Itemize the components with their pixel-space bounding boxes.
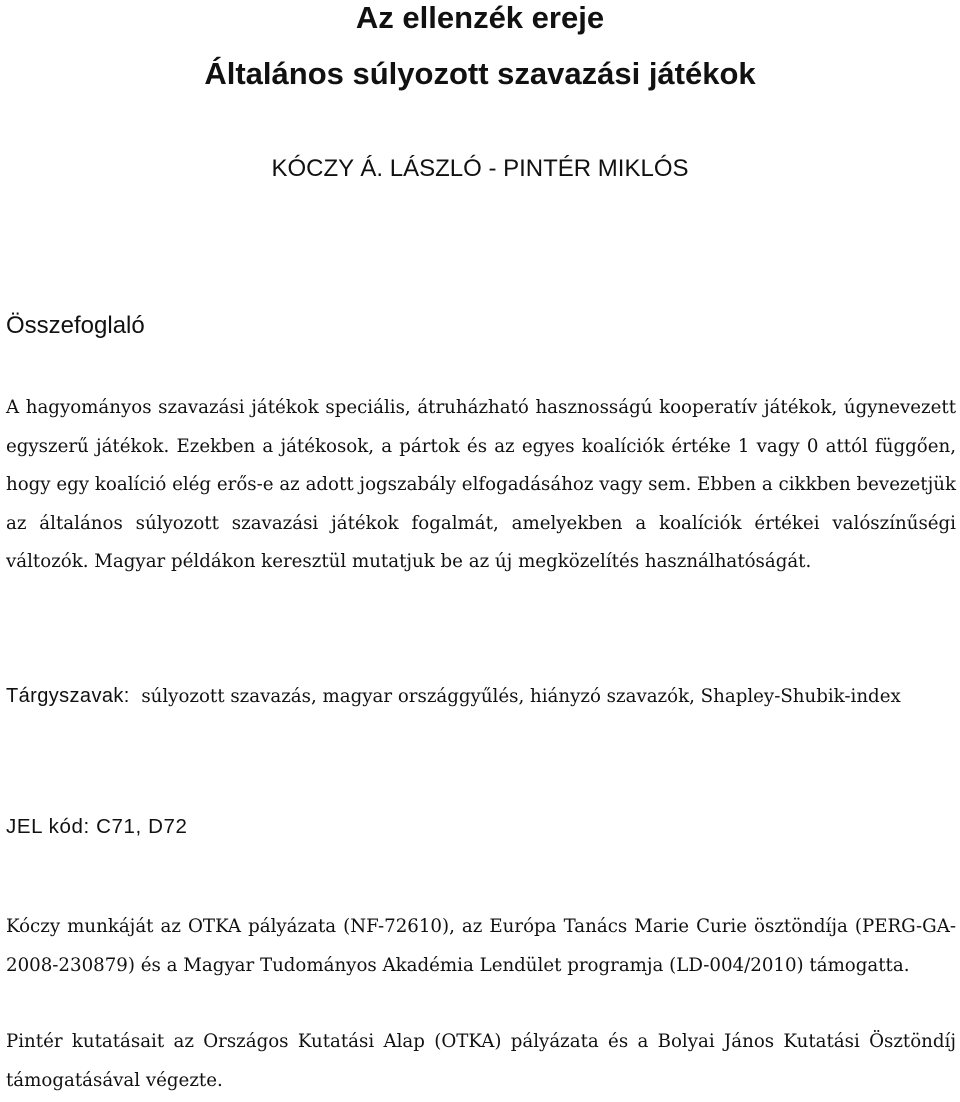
- paper-subtitle: Általános súlyozott szavazási játékok: [204, 56, 756, 91]
- keywords-text: súlyozott szavazás, magyar országgyűlés, hiányzó szavazók, Shapley-Shubik-index: [141, 686, 901, 707]
- abstract-heading: Összefoglaló: [6, 312, 145, 339]
- keywords-label: Tárgyszavak:: [6, 685, 130, 707]
- keywords-line: [6, 677, 956, 717]
- jel-codes: JEL kód: C71, D72: [6, 815, 188, 838]
- abstract-text: A hagyományos szavazási játékok speciális, átruházható hasznosságú kooperatív játékok, úgynevezett egyszerű játékok. Ezekben a játékosok, a pártok és az egyes koalíciók értéke 1 vagy 0 attól függően, hogy egy koalíció elég erős-e az adott jogszabály elfogadásához vagy sem. Ebben a cikkben bevezetjük az általános súlyozott szavazási játékok fogalmát, amelyekben a koalíciók értékei valószínűségi változók. Magyar példákon keresztül mutatjuk be az új megközelítés használhatóságát.: [6, 397, 956, 573]
- funding-pinter: Pintér kutatásait az Országos Kutatási Alap (OTKA) pályázata és a Bolyai János Kutatási Ösztöndíj támogatásával végezte.: [6, 1031, 956, 1091]
- paper-title: Az ellenzék ereje: [355, 0, 605, 35]
- funding-koczy: Kóczy munkáját az OTKA pályázata (NF-72610), az Európa Tanács Marie Curie ösztöndíja (PERG-GA-2008-230879) és a Magyar Tudományos Akadémia Lendület programja (LD-004/2010) támogatta.: [6, 916, 956, 976]
- paper-authors: KÓCZY Á. LÁSZLÓ - PINTÉR MIKLÓS: [271, 155, 689, 182]
